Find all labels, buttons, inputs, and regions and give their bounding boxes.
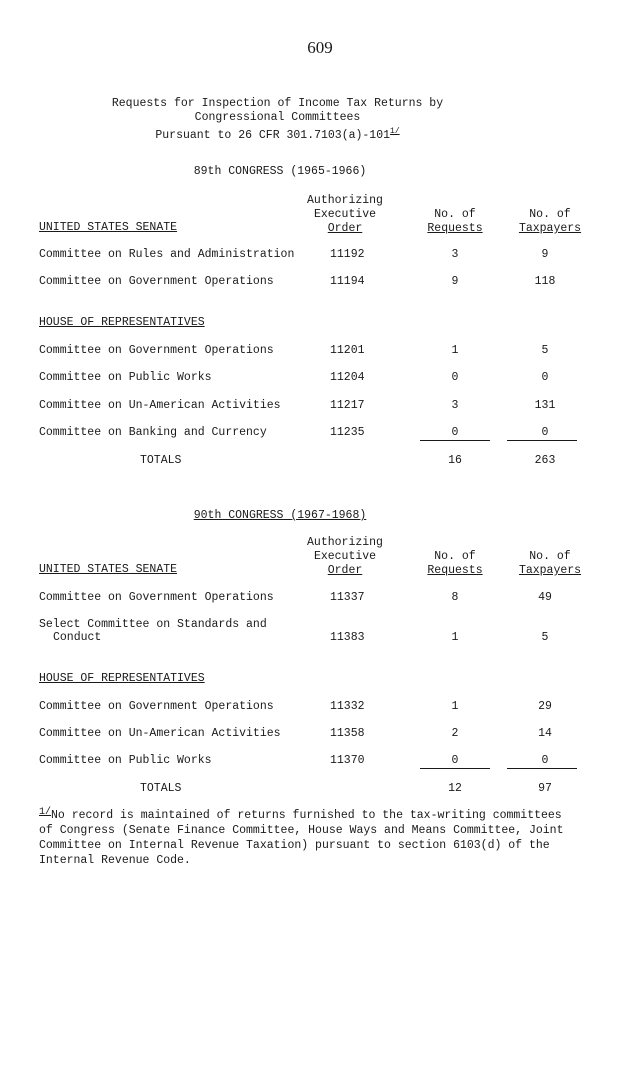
executive-order: 11337 (330, 591, 365, 604)
title-line-3 (0, 125, 555, 143)
taxpayers-value: 9 (541, 248, 549, 261)
footnote-line-1-text: No record is maintained of returns furnished to the tax-writing committees (51, 809, 562, 822)
title-footnote-mark: 1/ (390, 127, 400, 136)
header-taxpayers-line-2: Taxpayers (518, 564, 582, 577)
requests-value: 2 (451, 727, 459, 740)
footnote-line-3: Committee on Internal Revenue Taxation) pursuant to section 6103(d) of the (39, 839, 550, 852)
executive-order: 11370 (330, 754, 365, 767)
house-heading-90: HOUSE OF REPRESENTATIVES (39, 672, 205, 685)
header-order-line-2: Executive (313, 208, 377, 221)
taxpayers-value: 49 (538, 591, 552, 604)
requests-value: 1 (451, 344, 459, 357)
total-requests: 12 (448, 782, 462, 795)
taxpayers-value: 5 (541, 631, 549, 644)
committee-name: Committee on Public Works (39, 754, 212, 767)
title-line-1: Requests for Inspection of Income Tax Returns by (111, 97, 444, 110)
taxpayers-value: 0 (541, 371, 549, 384)
taxpayers-value: 0 (541, 754, 549, 767)
totals-label: TOTALS (140, 782, 182, 795)
taxpayers-value: 0 (541, 426, 549, 439)
requests-value: 8 (451, 591, 459, 604)
committee-name: Committee on Un-American Activities (39, 399, 281, 412)
total-taxpayers: 97 (538, 782, 552, 795)
executive-order: 11217 (330, 399, 365, 412)
committee-name-line-2: Conduct (53, 631, 102, 644)
column-header-order (300, 536, 390, 578)
total-requests: 16 (448, 454, 462, 467)
committee-name: Committee on Government Operations (39, 275, 274, 288)
taxpayers-value: 14 (538, 727, 552, 740)
senate-heading-90: UNITED STATES SENATE (39, 563, 178, 576)
committee-name: Committee on Rules and Administration (39, 248, 295, 261)
total-taxpayers: 263 (534, 454, 556, 467)
requests-value: 1 (451, 700, 459, 713)
congress-90-heading (0, 509, 560, 522)
title-line-2: Congressional Committees (194, 111, 361, 124)
document-title (0, 97, 555, 143)
column-header-order (300, 194, 390, 236)
committee-name: Committee on Government Operations (39, 591, 274, 604)
footnote-line-1 (39, 805, 579, 823)
house-heading-89: HOUSE OF REPRESENTATIVES (39, 316, 205, 329)
executive-order: 11204 (330, 371, 365, 384)
taxpayers-value: 131 (534, 399, 556, 412)
executive-order: 11358 (330, 727, 365, 740)
executive-order: 11235 (330, 426, 365, 439)
requests-value: 0 (451, 426, 459, 439)
committee-name: Committee on Banking and Currency (39, 426, 267, 439)
header-taxpayers-line-1: No. of (529, 208, 571, 221)
totals-rule-requests-90 (420, 768, 490, 769)
executive-order: 11192 (330, 248, 365, 261)
committee-name: Committee on Government Operations (39, 344, 274, 357)
header-order-line-3: Order (327, 564, 363, 577)
column-header-requests (415, 550, 495, 578)
header-taxpayers-line-1: No. of (529, 550, 571, 563)
committee-name: Committee on Un-American Activities (39, 727, 281, 740)
requests-value: 0 (451, 754, 459, 767)
page-number: 609 (307, 38, 333, 57)
header-requests-line-1: No. of (434, 208, 476, 221)
footnote-line-4: Internal Revenue Code. (39, 854, 191, 867)
requests-value: 1 (451, 631, 459, 644)
column-header-requests (415, 208, 495, 236)
totals-rule-requests-89 (420, 440, 490, 441)
congress-89-heading: 89th CONGRESS (1965-1966) (193, 165, 367, 178)
requests-value: 9 (451, 275, 459, 288)
header-order-line-2: Executive (313, 550, 377, 563)
header-requests-line-2: Requests (427, 564, 483, 577)
taxpayers-value: 118 (534, 275, 556, 288)
executive-order: 11194 (330, 275, 365, 288)
header-requests-line-2: Requests (427, 222, 483, 235)
executive-order: 11201 (330, 344, 365, 357)
committee-name-line-1: Select Committee on Standards and (39, 618, 267, 631)
senate-heading-89: UNITED STATES SENATE (39, 221, 178, 234)
header-requests-line-1: No. of (434, 550, 476, 563)
totals-label: TOTALS (140, 454, 182, 467)
totals-rule-taxpayers-89 (507, 440, 577, 441)
footnote (39, 805, 579, 868)
executive-order: 11332 (330, 700, 365, 713)
taxpayers-value: 29 (538, 700, 552, 713)
congress-90-heading-text: 90th CONGRESS (1967-1968) (193, 509, 367, 522)
totals-rule-taxpayers-90 (507, 768, 577, 769)
header-order-line-3: Order (327, 222, 363, 235)
column-header-taxpayers (510, 208, 590, 236)
title-line-3-text: Pursuant to 26 CFR 301.7103(a)-101 (155, 129, 391, 142)
header-order-line-1: Authorizing (307, 536, 383, 549)
committee-name: Committee on Public Works (39, 371, 212, 384)
requests-value: 3 (451, 399, 459, 412)
header-order-line-1: Authorizing (307, 194, 383, 207)
executive-order: 11383 (330, 631, 365, 644)
committee-name: Committee on Government Operations (39, 700, 274, 713)
footnote-mark: 1/ (39, 807, 52, 818)
requests-value: 3 (451, 248, 459, 261)
committee-name (39, 618, 267, 644)
header-taxpayers-line-2: Taxpayers (518, 222, 582, 235)
requests-value: 0 (451, 371, 459, 384)
column-header-taxpayers (510, 550, 590, 578)
taxpayers-value: 5 (541, 344, 549, 357)
footnote-line-2: of Congress (Senate Finance Committee, House Ways and Means Committee, Joint (39, 824, 564, 837)
